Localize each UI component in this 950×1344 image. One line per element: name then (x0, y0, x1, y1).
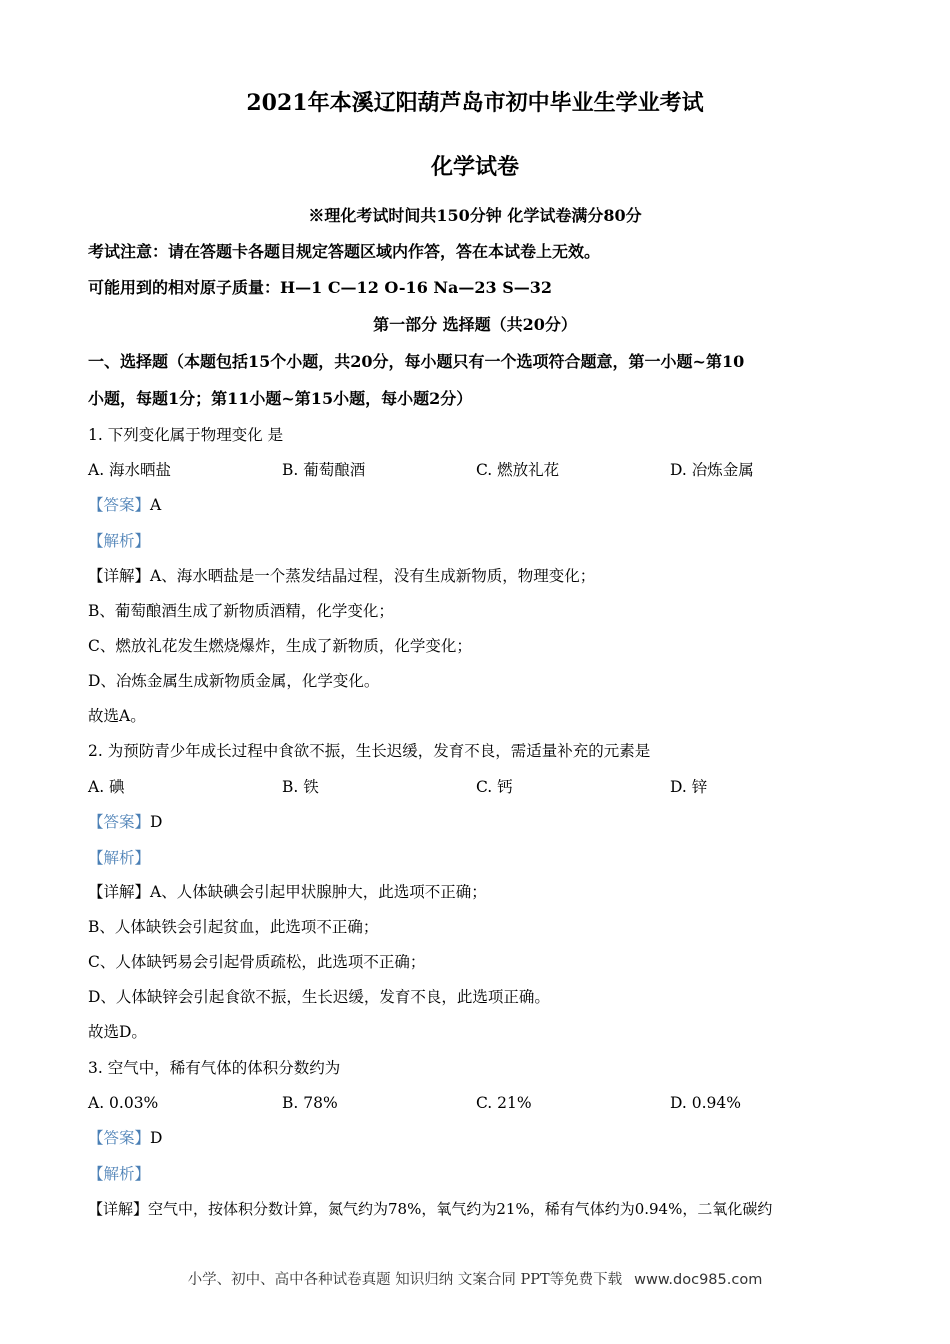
detail-text: B、葡萄酿酒生成了新物质酒精，化学变化； (88, 602, 394, 620)
option-c: C. 燃放礼花 (476, 461, 560, 479)
detail-text: A、人体缺碘会引起甲状腺肿大，此选项不正确； (150, 883, 487, 901)
detail-line (88, 881, 864, 903)
detail-line (88, 1198, 864, 1220)
analysis-label: 【解析】 (88, 532, 151, 550)
detail-text: D、冶炼金属生成新物质金属，化学变化。 (88, 672, 380, 690)
section-intro-line-2: 小题，每题1分；第11小题~第15小题，每小题2分） (88, 389, 473, 408)
atomic-mass-line: 可能用到的相对原子质量：H—1 C—12 O-16 Na—23 S—32 (88, 278, 553, 297)
detail-label: 【详解】 (88, 567, 151, 585)
option-b: B. 78% (282, 1094, 338, 1112)
conclusion: 故选D。 (88, 1023, 147, 1041)
detail-text: B、人体缺铁会引起贫血，此选项不正确； (88, 918, 379, 936)
section-intro-line-1: 一、选择题（本题包括15个小题，共20分，每小题只有一个选项符合题意，第一小题~第10 (88, 352, 745, 371)
question-stem: 3. 空气中，稀有气体的体积分数约为 (88, 1059, 341, 1077)
option-c: C. 21% (476, 1094, 532, 1112)
detail-text: D、人体缺锌会引起食欲不振，生长迟缓，发育不良，此选项正确。 (88, 988, 550, 1006)
detail-text: C、燃放礼花发生燃烧爆炸，生成了新物质，化学变化； (88, 637, 472, 655)
part-title: 第一部分 选择题（共20分） (373, 315, 577, 334)
answer-value: D (150, 1129, 163, 1147)
detail-text: C、人体缺钙易会引起骨质疏松，此选项不正确； (88, 953, 426, 971)
exam-subtitle: 化学试卷 (430, 154, 519, 180)
detail-label: 【详解】 (88, 1200, 149, 1218)
answer-label: 【答案】 (88, 1129, 151, 1147)
answer-value: D (150, 813, 163, 831)
answer-line (88, 494, 864, 516)
detail-text: 空气中，按体积分数计算，氮气约为78%，氧气约为21%，稀有气体约为0.94%，二氧化碳约 (148, 1200, 773, 1218)
option-a: A. 海水晒盐 (88, 461, 172, 479)
option-a: A. 0.03% (88, 1094, 159, 1112)
exam-title: 2021年本溪辽阳葫芦岛市初中毕业生学业考试 (246, 90, 704, 116)
option-a: A. 碘 (88, 778, 125, 796)
exam-notice: 考试注意：请在答题卡各题目规定答题区域内作答，答在本试卷上无效。 (88, 242, 601, 261)
answer-label: 【答案】 (88, 813, 151, 831)
answer-label: 【答案】 (88, 496, 151, 514)
exam-info: ※理化考试时间共150分钟 化学试卷满分80分 (308, 206, 642, 225)
question-stem: 2. 为预防青少年成长过程中食欲不振，生长迟缓，发育不良，需适量补充的元素是 (88, 742, 651, 760)
question-stem: 1. 下列变化属于物理变化 是 (88, 426, 284, 444)
option-b: B. 葡萄酿酒 (282, 461, 366, 479)
detail-line (88, 565, 864, 587)
detail-label: 【详解】 (88, 883, 151, 901)
answer-line (88, 811, 864, 833)
footer-site-link[interactable]: www.doc985.com (634, 1272, 763, 1288)
option-d: D. 冶炼金属 (670, 461, 754, 479)
analysis-label: 【解析】 (88, 1165, 151, 1183)
page-footer (0, 1268, 950, 1289)
option-b: B. 铁 (282, 778, 319, 796)
analysis-label: 【解析】 (88, 849, 151, 867)
detail-text: A、海水晒盐是一个蒸发结晶过程，没有生成新物质，物理变化； (150, 567, 596, 585)
conclusion: 故选A。 (88, 707, 146, 725)
option-d: D. 锌 (670, 778, 708, 796)
option-d: D. 0.94% (670, 1094, 741, 1112)
option-c: C. 钙 (476, 778, 513, 796)
footer-text: 小学、初中、高中各种试卷真题 知识归纳 文案合同 PPT等免费下载 (187, 1272, 623, 1288)
answer-value: A (150, 496, 162, 514)
answer-line (88, 1127, 864, 1149)
